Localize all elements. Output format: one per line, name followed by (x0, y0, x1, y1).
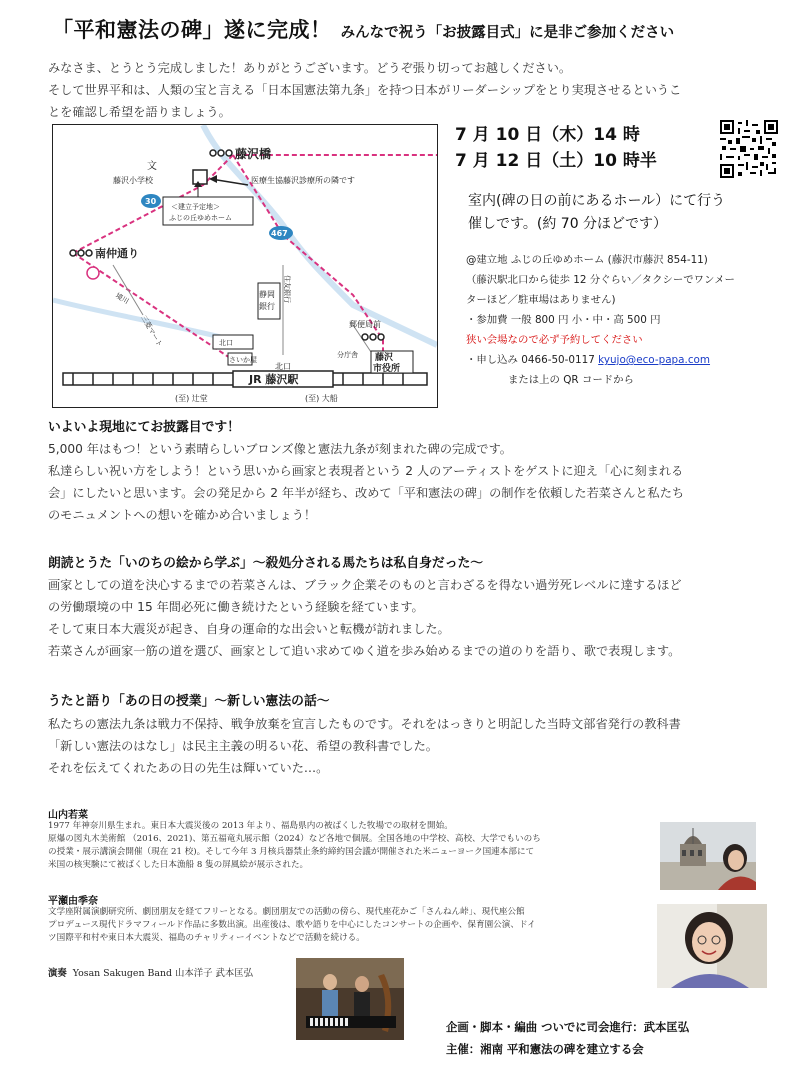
map-label-site1: ＜建立予定地＞ (171, 203, 220, 211)
apply-email-link[interactable]: kyujo@eco-papa.com (598, 354, 711, 366)
section3-line: 私たちの憲法九条は戦力不保持、戦争放棄を宣言したものです。それをはっきりと明記した当時文部省発行の教科書 (48, 717, 681, 731)
event-details (466, 250, 735, 390)
map-label-fujisawabashi: 藤沢橋 (235, 147, 272, 161)
event-apply (466, 350, 735, 370)
reservation-notice: 狭い会場なので必ず予約してください (466, 334, 643, 346)
map-label-cityhall2: 市役所 (373, 364, 401, 374)
bio1-line: 1977 年神奈川県生まれ。東日本大震災後の 2013 年より、福島県内の被ばくした牧場での取材を開始。 (48, 821, 453, 831)
section2-line: そして東日本大震災が起き、自身の運命的な出会いと転機が訪れました。 (48, 622, 450, 636)
post-office-icon (87, 267, 99, 279)
section3-line: 「新しい憲法のはなし」は民主主義の明るい花、希望の教科書でした。 (48, 739, 438, 753)
apply-qr-note: または上の QR コードから (508, 374, 634, 386)
intro-paragraph (48, 57, 748, 123)
map-label-saika: さいか屋 (229, 356, 257, 364)
photo-wakana (660, 822, 756, 890)
map-label-site2: ふじの丘ゆめホーム (169, 214, 232, 222)
bio2-line: プロデュース現代ドラマフィールド作品に多数出演。出産後は、歌や語りを中心にしたコンサートの企画や、保育園公演、ドイ (48, 920, 536, 930)
qr-code-icon[interactable] (720, 120, 778, 178)
section2-line: の労働環境の中 15 年間必死に働き続けたという経験を経ています。 (48, 600, 424, 614)
event-date-1: 7 月 10 日（木）14 時 (455, 125, 640, 145)
map-label-minaminaka: 南仲通り (95, 247, 139, 260)
map-label-bunkou: 分庁舎 (337, 351, 358, 359)
photo-yukina (657, 904, 767, 988)
section1-line: 会」にしたいと思います。会の発足から 2 年半が経ち、改めて「平和憲法の碑」の制作を依頼した若菜さんと私たち (48, 486, 685, 500)
map-label-kitaguchi: 北口 (275, 362, 291, 371)
credits-organizer: 主催：湘南 平和憲法の碑を建立する会 (446, 1042, 644, 1056)
site-marker (193, 170, 207, 184)
event-dates (455, 122, 657, 174)
bio1-line: 原爆の図丸木美術館 （2016、2021)、第五福竜丸展示館（2024）など各地で個展。全国各地の中学校、高校、大学でもいのち (48, 834, 541, 844)
photo-band (296, 958, 404, 1040)
page-subtitle: みんなで祝う「お披露目式」に是非ご参加ください (340, 25, 675, 41)
bio2-name: 平瀬由季奈 (48, 896, 98, 907)
page-title-row (52, 14, 792, 52)
section1-body (48, 438, 768, 526)
bio2-text (48, 906, 648, 945)
bio1-name: 山内若菜 (48, 810, 88, 821)
location-map (52, 124, 438, 408)
map-label-sumitomo: 住友銀行 (283, 275, 291, 303)
section1-line: 私達らしい祝い方をしよう！という思いから画家と表現者という 2 人のアーティストをゲストに迎え「心に刻まれる (48, 464, 684, 478)
event-access: （藤沢駅北口から徒歩 12 分ぐらい／タクシーでワンメー (466, 274, 735, 286)
event-access: ターほど／駐車場はありません) (466, 294, 616, 306)
intro-line: とを確認し希望を語りましょう。 (48, 105, 231, 119)
map-label-route30: 30 (145, 197, 157, 206)
credits (446, 1016, 689, 1060)
map-label-mitsubishi: 三菱マート (139, 314, 164, 349)
credits-producer: 企画・脚本・編曲 ついでに司会進行：武本匡弘 (446, 1020, 690, 1034)
event-date-2: 7 月 12 日（土）10 時半 (455, 151, 657, 171)
map-label-to-ofuna: (至) 大船 (305, 394, 338, 403)
venue-note (468, 190, 725, 236)
section1-line: のモニュメントへの想いを確かめ合いましょう！ (48, 508, 317, 522)
event-address: @建立地 ふじの丘ゆめホーム (藤沢市藤沢 854-11) (466, 254, 708, 266)
map-label-shizuoka1: 静岡 (259, 290, 275, 299)
bio2-line: 文学座附属演劇研究所、劇団朋友を経てフリーとなる。劇団朋友での活動の傍ら、現代座花かご「さんねん峠」、現代座公館 (48, 907, 525, 917)
venue-note-line: 催しです。(約 70 分ほどです） (468, 216, 668, 232)
bio1-line: 米国の核実験にて被ばくした日本漁船 8 隻の屏風絵が展示された。 (48, 860, 309, 870)
map-label-river: 境川 (114, 291, 131, 306)
map-label-kitaguchi-box: 北口 (219, 339, 233, 347)
map-label-cityhall1: 藤沢 (375, 353, 394, 363)
map-label-shizuoka2: 銀行 (259, 302, 275, 311)
section1-heading: いよいよ現地にてお披露目です！ (48, 420, 240, 435)
venue-note-line: 室内(碑の日の前にあるホール）にて行う (468, 193, 726, 209)
intro-line: そして世界平和は、人類の宝と言える「日本国憲法第九条」を持つ日本がリーダーシップをとり実現させるというこ (48, 83, 682, 97)
section3-body (48, 713, 768, 779)
section2-heading: 朗読とうた「いのちの絵から学ぶ」～殺処分される馬たちは私自身だった～ (48, 556, 484, 571)
performers-line (48, 965, 253, 979)
performers-label: 演奏 (48, 968, 67, 979)
map-label-to-tsujido: (至) 辻堂 (175, 394, 208, 403)
intro-line: みなさま、とうとう完成しました！ありがとうございます。どうぞ張り切ってお越しください。 (48, 61, 572, 75)
map-label-school: 藤沢小学校 (113, 176, 153, 185)
section2-body (48, 574, 768, 662)
map-label-clinic: 医療生協藤沢診療所の隣です (251, 176, 355, 185)
section2-line: 若菜さんが画家一筋の道を選び、画家として追い求めてゆく道を歩み始めるまでの道のりを語り、歌で表現します。 (48, 644, 681, 658)
section2-line: 画家としての道を決心するまでの若菜さんは、ブラック企業そのものと言わざるを得ない過労死レベルに達するほど (48, 578, 682, 592)
bio1-text (48, 820, 648, 872)
section1-line: 5,000 年はもつ！という素晴らしいブロンズ像と憲法九条が刻まれた碑の完成です。 (48, 442, 512, 456)
bio2-line: ツ国際平和村や東日本大震災、福島のチャリティーイベントなどで活動を続ける。 (48, 933, 365, 943)
map-drawing (53, 125, 437, 407)
map-label-post: 郵便局前 (349, 320, 381, 329)
performers-names: Yosan Sakugen Band 山本洋子 武本匡弘 (72, 968, 253, 979)
section3-heading: うたと語り「あの日の授業」～新しい憲法の話～ (48, 694, 330, 709)
map-label-bun: 文 (147, 161, 157, 172)
event-fee: ・参加費 一般 800 円 小・中・高 500 円 (466, 314, 661, 326)
section3-line: それを伝えてくれたあの日の先生は輝いていた…。 (48, 761, 329, 775)
apply-phone: ・申し込み 0466-50-0117 (466, 354, 599, 366)
map-label-station: JR 藤沢駅 (249, 373, 299, 386)
page-title: 「平和憲法の碑」遂に完成！ (52, 18, 332, 42)
road-route (73, 155, 437, 253)
bio1-line: の授業・展示講演会開催（現在 21 校)。そして今年 3 月核兵器禁止条約締約国会議が開催された米ニューヨーク国連本部にて (48, 847, 535, 857)
map-label-route467: 467 (271, 229, 288, 238)
